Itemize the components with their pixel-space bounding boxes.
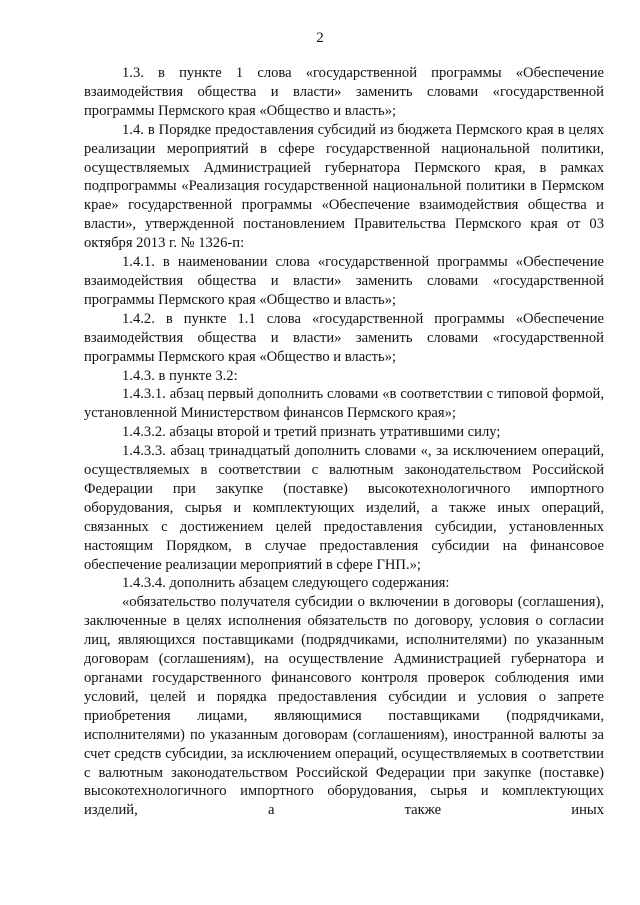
paragraph-1-4-3-1: 1.4.3.1. абзац первый дополнить словами «в соответствии с типовой формой, установленной Министерством финансов Пермского края»; [84, 386, 604, 422]
paragraph-1-3: 1.3. в пункте 1 слова «государственной программы «Обеспечение взаимодействия общества и власти» заменить словами «государственной программы Пермского края «Общество и власть»; [84, 65, 604, 119]
paragraph-1-4-3: 1.4.3. в пункте 3.2: [122, 367, 238, 384]
paragraph-1-4-3-2: 1.4.3.2. абзацы второй и третий признать утратившими силу; [122, 424, 501, 441]
paragraph-quoted-obligation: «обязательство получателя субсидии о включении в договоры (соглашения), заключенные в целях исполнения обязательств по договору, условия о согласии лиц, являющихся поставщиками (подрядчиками, исполнителями) по указанным договорам (соглашениям), на осуществление Администрацией губернатора и органами государственного финансового контроля проверок соблюдения ими условий, целей и порядка предоставления субсидии и условия о запрете приобретения лицами, являющимися поставщиками (подрядчиками, исполнителями) по указанным договорам (соглашениям), иностранной валюты за счет средств субсидии, за исключением операций, осуществляемых в соответствии с валютным законодательством Российской Федерации при закупке (поставке) высокотехнологичного импортного оборудования, сырья и комплектующих изделий, а также иных [84, 594, 604, 819]
paragraph-1-4-2: 1.4.2. в пункте 1.1 слова «государственной программы «Обеспечение взаимодействия общества и власти» заменить словами «государственной программы Пермского края «Общество и власть»; [84, 310, 604, 365]
paragraph-1-4-1: 1.4.1. в наименовании слова «государственной программы «Обеспечение взаимодействия общества и власти» заменить словами «государственной программы Пермского края «Общество и власть»; [84, 254, 604, 308]
document-body [84, 64, 604, 820]
paragraph-1-4-3-3: 1.4.3.3. абзац тринадцатый дополнить словами «, за исключением операций, осуществляемых в соответствии с валютным законодательством Российской Федерации при закупке (поставке) высокотехнологичного импортного оборудования, сырья и комплектующих изделий, а также иных операций, связанных с достижением целей предоставления субсидии, установленных настоящим Порядком, в случае предоставления субсидии на финансовое обеспечение реализации мероприятий в сфере ГНП.»; [84, 443, 604, 573]
page-number: 2 [316, 30, 324, 46]
paragraph-1-4: 1.4. в Порядке предоставления субсидий из бюджета Пермского края в целях реализации мероприятий в сфере государственной национальной политики, осуществляемых Администрацией губернатора Пермского края, в рамках подпрограммы «Реализация государственной национальной политики в Пермском крае» государственной программы «Обеспечение взаимодействия общества и власти», утвержденной постановлением Правительства Пермского края от 03 октября 2013 г. № 1326-п: [84, 121, 604, 252]
paragraph-1-4-3-4: 1.4.3.4. дополнить абзацем следующего содержания: [122, 575, 450, 592]
